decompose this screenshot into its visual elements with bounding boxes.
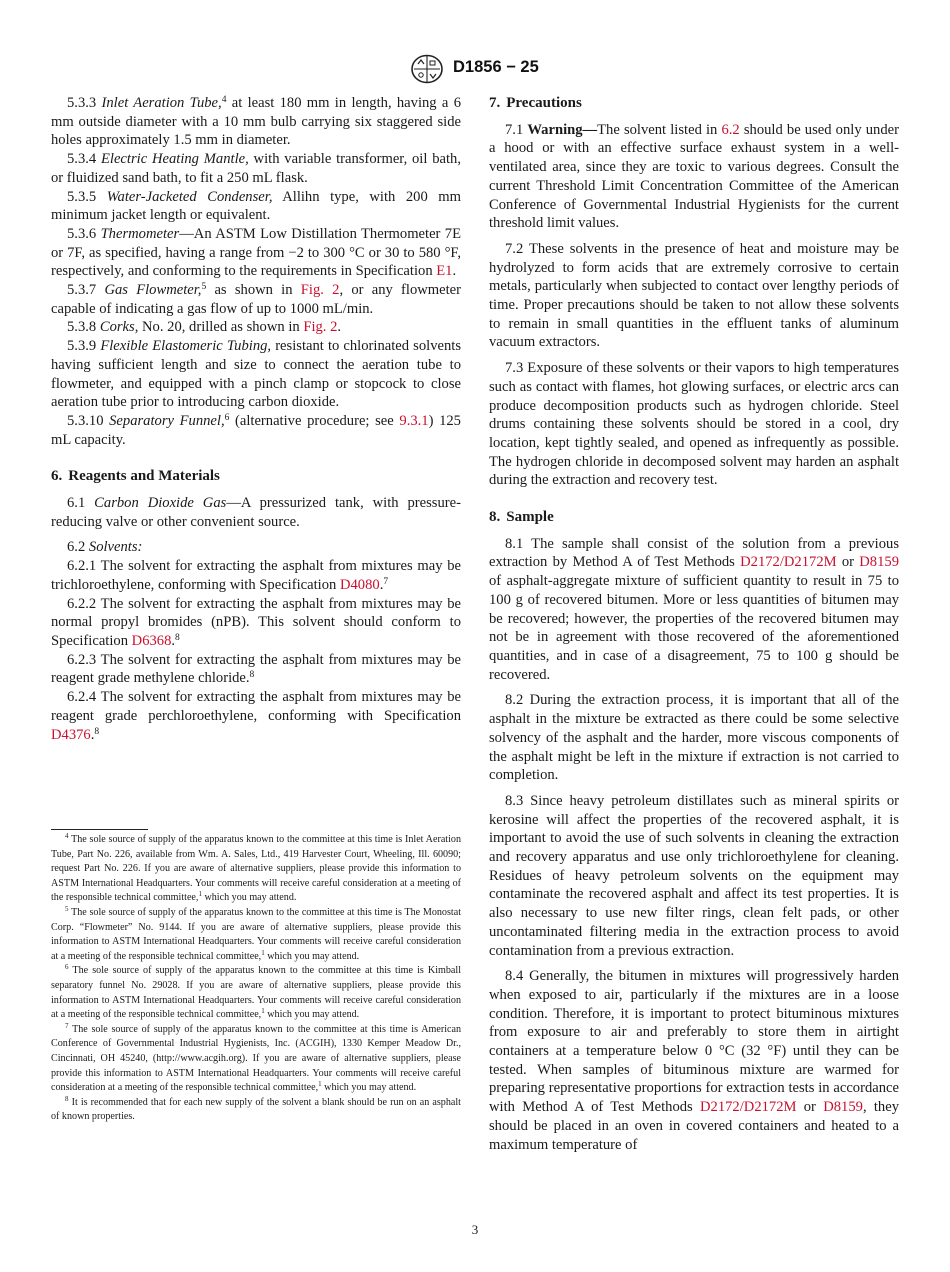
link-e1[interactable]: E1: [436, 263, 453, 280]
link-d2172[interactable]: D2172/D2172M: [700, 1099, 797, 1116]
para-8-2: 8.2 During the extraction process, it is important that all of the asphalt in the mixture be extracted as there could be some selective solvency of the asphalt and the harder, more viscous components of the asphalt might be left in the mixture if extraction is not carried to completion.: [489, 692, 899, 784]
link-d4376[interactable]: D4376: [51, 726, 91, 743]
para-5-3-4: 5.3.4 Electric Heating Mantle, with variable transformer, oil bath, or fluidized sand bath, to fit a 250 mL flask.: [51, 151, 461, 186]
para-7-1: 7.1 Warning—The solvent listed in 6.2 should be used only under a hood or with an effective surface exhaust system in a well-ventilated area, since they are toxic to various degrees. Consult the current Threshold Limit Concentration Committee of the American Conference of Governmental Industrial Hygienists for the current threshold limit values.: [489, 121, 899, 232]
para-6-2-3: 6.2.3 The solvent for extracting the asphalt from mixtures may be reagent grade methylene chloride.$^8$: [51, 651, 461, 687]
link-9-3-1[interactable]: 9.3.1: [399, 412, 429, 429]
footnote-6: $^6$ The sole source of supply of the apparatus known to the committee at this time is Kimball separatory funnel No. 29028. If you are aware of alternative suppliers, please provide this information to ASTM International Headquarters. Your comments will receive careful consideration at a meeting of the responsible technical committee,$^1$ which you may attend.: [51, 963, 461, 1021]
link-6-2[interactable]: 6.2: [721, 121, 740, 138]
para-8-4: 8.4 Generally, the bitumen in mixtures will progressively harden when exposed to air, particularly if the mixtures are in a loose condition. Therefore, it is important to protect bituminous mixtures from exposure to air and preferably to store them in airtight containers at a temperature below 0 °C (32 °F) until they can be tested. When samples of bituminous mixture are warmed for preparing representative proportions for extraction tests in accordance with Method A of Test Methods D2172/D2172M or D8159, they should be placed in an oven in covered containers and heated to a maximum temperature of: [489, 968, 900, 1153]
page-number: 3: [471, 1222, 479, 1237]
para-5-3-10: 5.3.10 Separatory Funnel,$^6$ (alternative procedure; see 9.3.1) 125 mL capacity.: [51, 412, 461, 448]
para-8-1: 8.1 The sample shall consist of the solution from a previous extraction by Method A of Test Methods D2172/D2172M or D8159 of asphalt-aggregate mixture of sufficient quantity to result in 75 to 100 g of recovered bitumen. More or less quantities of bitumen may be recovered; however, the properties of the recovered bitumen may not be in agreement with those recovered of the aforementioned quantities, and in case of a disagreement, 75 to 100 g should be recovered.: [489, 535, 899, 683]
section-heading-8: 8. Sample: [489, 509, 554, 526]
para-7-3: 7.3 Exposure of these solvents or their vapors to high temperatures such as contact with flames, hot glowing surfaces, or electric arcs can produce decomposition products such as hydrogen chloride. Steel drums containing these solvents should be stored in a cool, dry location, kept tightly sealed, and opened as infrequently as possible. The hydrogen chloride in decomposed solvent may harden an asphalt during the extraction and recovery test.: [489, 360, 899, 489]
footnote-7: $^7$ The sole source of supply of the apparatus known to the committee at this time is American Conference of Governmental Industrial Hygienists, Inc. (ACGIH), 1330 Kemper Meadow Dr., Cincinnati, OH 45240, (http://www.acgih.org). If you are aware of alternative suppliers, please provide this information to ASTM International Headquarters. Your comments will receive careful consideration at a meeting of the responsible technical committee,$^1$ which you may attend.: [51, 1021, 461, 1094]
para-5-3-3: 5.3.3 Inlet Aeration Tube,$^4$ at least 180 mm in length, having a 6 mm outside diameter with a 10 mm bulb carrying six staggered side holes approximately 1.5 mm in diameter.: [51, 95, 461, 149]
link-d2172[interactable]: D2172/D2172M: [740, 554, 837, 571]
para-6-1: 6.1 Carbon Dioxide Gas—A pressurized tank, with pressure-reducing valve or other convenient source.: [51, 495, 461, 530]
para-5-3-5: 5.3.5 Water-Jacketed Condenser, Allihn type, with 200 mm minimum jacket length or equivalent.: [51, 188, 462, 224]
para-6-2-4: 6.2.4 The solvent for extracting the asphalt from mixtures may be reagent grade perchloroethylene, conforming with Specification D4376.$^8$: [51, 689, 461, 743]
footnote-5: $^5$ The sole source of supply of the apparatus known to the committee at this time is The Monostat Corp. “Flowmeter” No. 9144. If you are aware of alternative suppliers, please provide this information to ASTM International Headquarters. Your comments will receive careful consideration at a meeting of the responsible technical committee,$^1$ which you may attend.: [51, 904, 462, 962]
para-6-2: 6.2 Solvents:: [67, 539, 143, 556]
link-d8159[interactable]: D8159: [823, 1099, 863, 1116]
para-5-3-7: 5.3.7 Gas Flowmeter,$^5$ as shown in Fig. 2, or any flowmeter capable of indicating a gas flow of up to 1000 mL/min.: [51, 282, 462, 317]
link-fig-2[interactable]: Fig. 2: [303, 319, 338, 336]
link-fig-2[interactable]: Fig. 2: [300, 282, 340, 299]
right-column: [489, 94, 899, 1154]
section-heading-7: 7. Precautions: [489, 95, 582, 111]
para-5-3-6: 5.3.6 Thermometer—An ASTM Low Distillation Thermometer 7E or 7F, as specified, having a range from −2 to 300 °C or 30 to 580 °F, respectively, and conforming to the requirements in Specification E1.: [51, 225, 461, 280]
para-6-2-1: 6.2.1 The solvent for extracting the asphalt from mixtures may be trichloroethylene, conforming with Specification D4080.$^7$: [51, 558, 461, 593]
para-5-3-8: 5.3.8 Corks, No. 20, drilled as shown in Fig. 2.: [67, 319, 342, 336]
link-d6368[interactable]: D6368: [131, 632, 172, 649]
footnote-8: $^8$ It is recommended that for each new supply of the solvent a blank should be run on an asphalt of known properties.: [51, 1094, 461, 1123]
page-header: [0, 54, 950, 84]
document-designation: D1856 − 25: [453, 58, 539, 76]
astm-logo-icon: [409, 54, 445, 84]
footnote-4: $^4$ The sole source of supply of the apparatus known to the committee at this time is Inlet Aeration Tube, Part No. 226, available from Wm. A. Sales, Ltd., 419 Harvester Court, Wheeling, Ill. 60090; request Part No. 226. If you are aware of alternative suppliers, please provide this information to ASTM International Headquarters. Your comments will receive careful consideration at a meeting of the responsible technical committee,$^1$ which you may attend.: [51, 832, 461, 904]
link-d4080[interactable]: D4080: [339, 576, 380, 593]
para-6-2-2: 6.2.2 The solvent for extracting the asphalt from mixtures may be normal propyl bromides (nPB). This solvent should conform to Specification D6368.$^8$: [51, 595, 461, 649]
para-7-2: 7.2 These solvents in the presence of heat and moisture may be hydrolyzed to form acids that are extremely corrosive to certain metals, particularly when subjected to contact over lengthy periods of time. Proper precautions should be taken to not allow these solvents to remain in small quantities in the effluent tanks of aluminum vacuum extractors.: [489, 240, 899, 351]
section-heading-6: 6. Reagents and Materials: [51, 468, 220, 485]
footnote-divider: [51, 829, 148, 830]
para-5-3-9: 5.3.9 Flexible Elastomeric Tubing, resistant to chlorinated solvents having sufficient length and size to connect the aeration tube to flowmeter, and equipped with a pinch clamp or stopcock to close aeration tube prior to introducing carbon dioxide.: [51, 338, 461, 411]
left-column: [51, 94, 461, 744]
para-8-3: 8.3 Since heavy petroleum distillates such as mineral spirits or kerosine will affect the properties of the recovered asphalt, it is important to avoid the use of such solvents in cleaning the extraction and recovery apparatus and use only trichloroethylene for cleaning. Residues of heavy petroleum solvents on the equipment may contaminate the recovered asphalt and affect its test properties. It is also necessary to use new filter rings, clean felt pads, or other uncontaminated filtering media in the extraction process to avoid contamination from a previous extraction.: [489, 792, 900, 959]
footnotes: [51, 829, 461, 1125]
link-d8159[interactable]: D8159: [859, 554, 899, 571]
